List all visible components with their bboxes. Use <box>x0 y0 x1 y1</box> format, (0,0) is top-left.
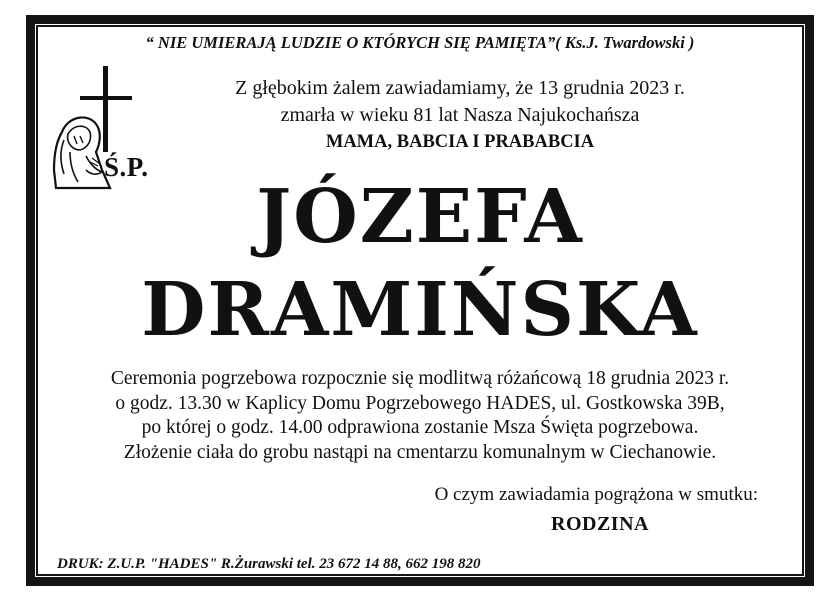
ceremony-line: Ceremonia pogrzebowa rozpocznie się modlitwą różańcową 18 grudnia 2023 r. <box>110 368 730 389</box>
announcement-intro <box>160 75 760 156</box>
family-signature: RODZINA <box>551 513 649 535</box>
relation-title: MAMA, BABCIA I PRABABCIA <box>325 132 595 152</box>
intro-line: Z głębokim żalem zawiadamiamy, że 13 grudnia 2023 r. <box>235 77 685 99</box>
ceremony-line: Złożenie ciała do grobu nastąpi na cmentarzu komunalnym w Ciechanowie. <box>123 441 717 463</box>
ceremony-details <box>60 367 780 465</box>
deceased-first-name: JÓZEFA <box>256 174 584 260</box>
motto-quote: “ NIE UMIERAJĄ LUDZIE O KTÓRYCH SIĘ PAMIĘTA”( Ks.J. Twardowski ) <box>145 33 695 52</box>
printer-footer: DRUK: Z.U.P. "HADES" R.Żurawski tel. 23 672 14 88, 662 198 820 <box>57 556 481 572</box>
deceased-last-name: DRAMIŃSKA <box>141 267 699 353</box>
closing-line: O czym zawiadamia pogrążona w smutku: <box>434 484 758 505</box>
intro-line: zmarła w wieku 81 lat Nasza Najukochańsza <box>280 104 640 126</box>
ceremony-line: po której o godz. 14.00 odprawiona zostanie Msza Święta pogrzebowa. <box>141 417 699 438</box>
sp-label: Ś.P. <box>104 152 149 182</box>
ceremony-line: o godz. 13.30 w Kaplicy Domu Pogrzebowego HADES, ul. Gostkowska 39B, <box>115 392 725 414</box>
